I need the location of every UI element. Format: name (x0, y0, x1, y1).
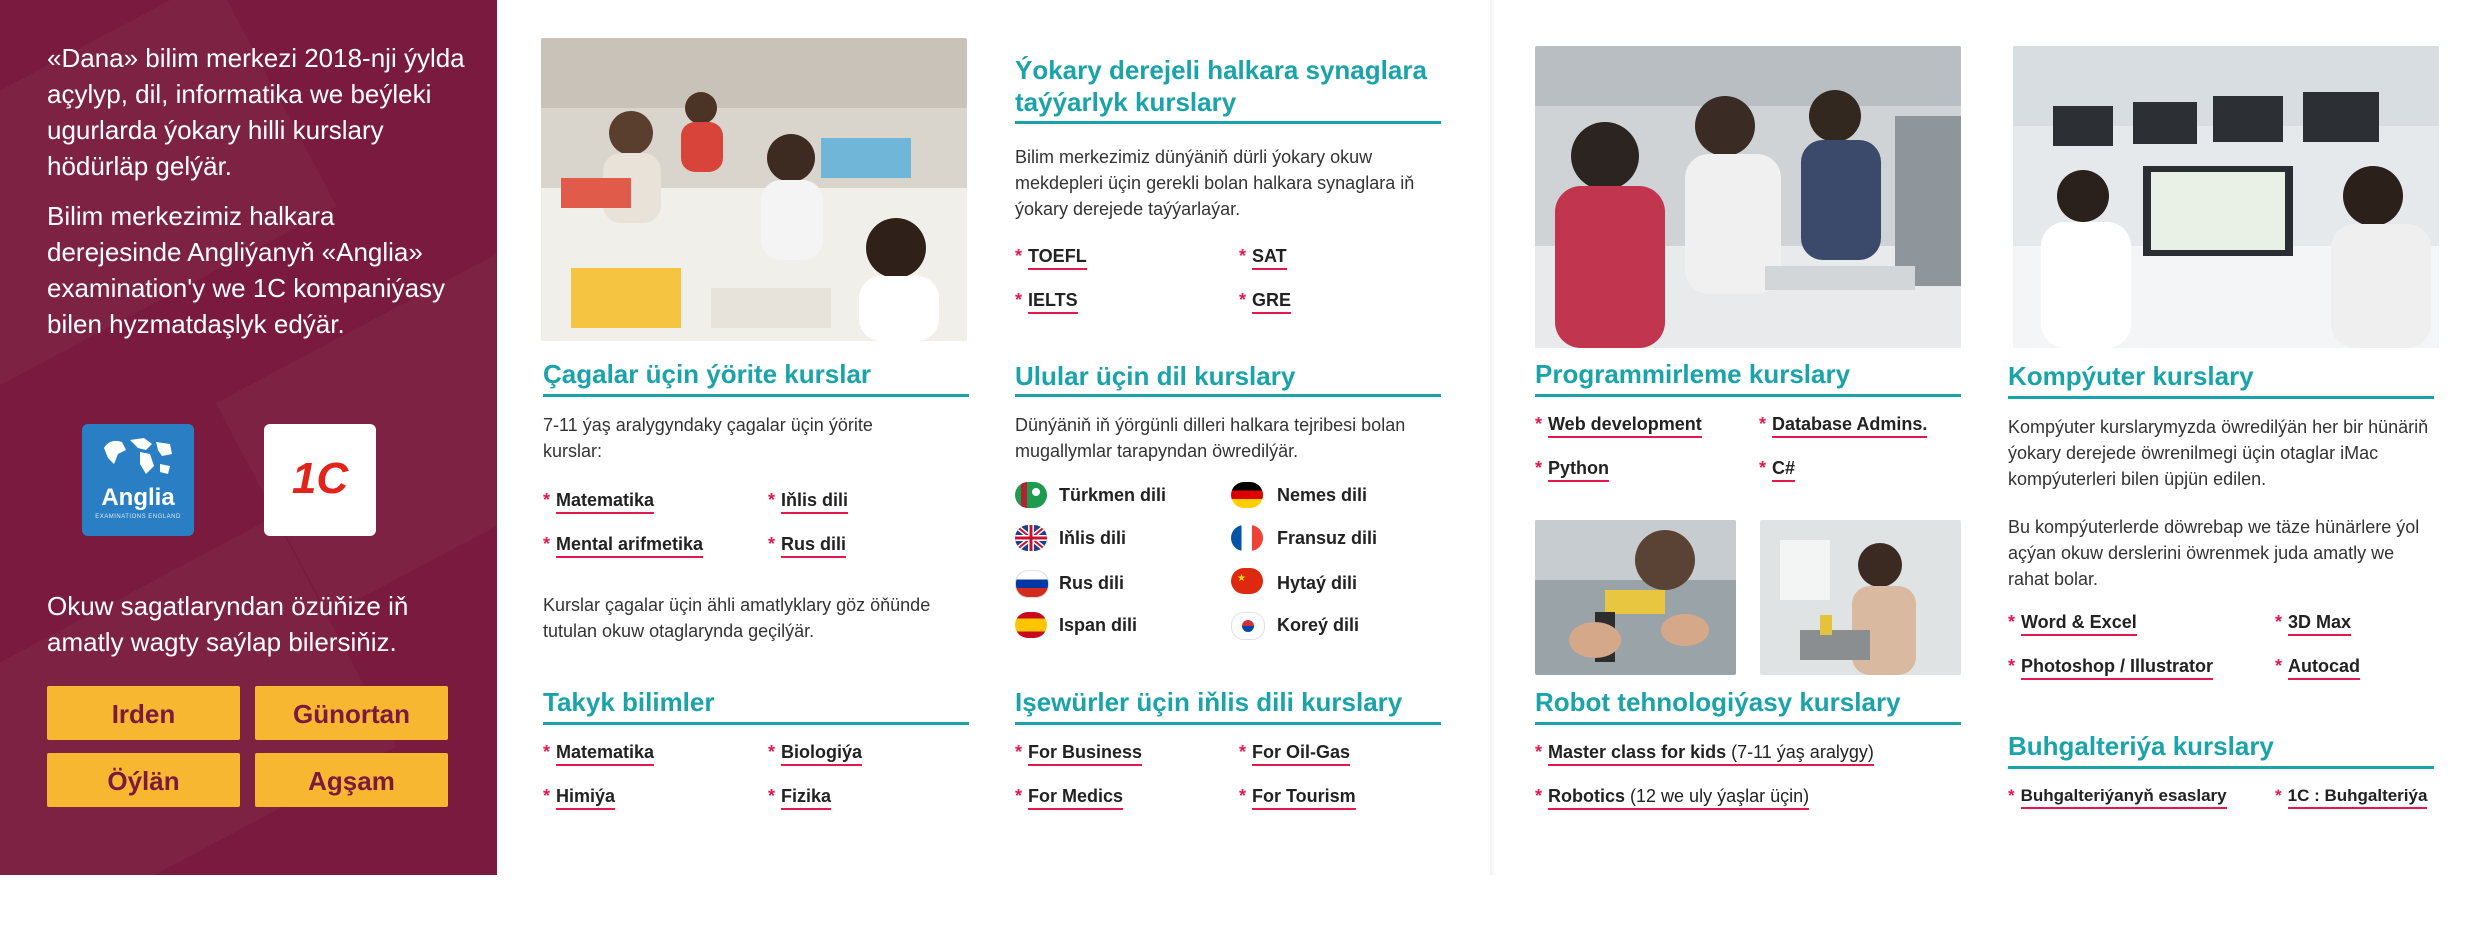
accounting-title: Buhgalteriýa kurslary (2008, 731, 2274, 761)
computer-desc-2: Bu kompýuterlerde döwrebap we täze hünärlere ýol açýan okuw derslerini öwrenmek juda amatly we rahat bolar. (2008, 517, 2420, 589)
anglia-logo-text: Anglia (101, 484, 175, 511)
language-german[interactable]: Nemes dili (1277, 485, 1368, 505)
business-oilgas-link[interactable]: * For Oil-Gas (1239, 742, 1350, 763)
comp-3dmax-link[interactable]: * 3D Max (2275, 612, 2351, 633)
onec-logo (264, 424, 376, 536)
computer-lab-photo (2013, 46, 2439, 348)
science-chemistry-link[interactable]: * Himiýa (543, 786, 615, 807)
business-medics-link[interactable]: * For Medics (1015, 786, 1123, 807)
hour-evening-button[interactable]: Agşam (255, 753, 448, 807)
robotics-workshop-photo (1760, 520, 1961, 675)
spanish-flag-icon (1015, 612, 1047, 638)
computer-desc-1: Kompýuter kurslarymyzda öwredilýän her bir hünäriň ýokary derejede öwrenilmegi üçin otaglar iMac kompýuterleri bilen üpjün edilen. (2008, 417, 2429, 489)
exam-prep-desc: Bilim merkezimiz dünýäniň dürli ýokary okuw mekdepleri üçin gerekli bolan halkara synaglara iň ýokary derejede taýýarlaýar. (1015, 147, 1415, 219)
adult-language-title: Ulular üçin dil kurslary (1015, 361, 1296, 391)
programming-title: Programmirleme kurslary (1535, 359, 1851, 389)
computer-title-rule (2008, 396, 2434, 399)
acc-1c-link[interactable]: * 1C : Buhgalteriýa (2275, 786, 2427, 806)
adult-language-desc: Dünýäniň iň ýörgünli dilleri halkara tejribesi bolan mugallymlar tarapyndan öwredilýär. (1015, 415, 1406, 461)
comp-photoshop-link[interactable]: * Photoshop / Illustrator (2008, 656, 2213, 677)
business-title-rule (1015, 722, 1441, 725)
science-biology-link[interactable]: * Biologiýa (768, 742, 862, 763)
children-courses-desc: 7-11 ýaş aralygyndaky çagalar üçin ýörite kurslar: (543, 415, 873, 461)
anglia-logo (82, 424, 194, 536)
course-russian-link[interactable]: * Rus dili (768, 534, 846, 555)
programming-students-photo (1535, 46, 1961, 348)
exact-sciences-title: Takyk bilimler (543, 687, 715, 717)
language-russian[interactable]: Rus dili (1059, 573, 1125, 593)
page-fold (1490, 0, 1496, 875)
children-courses-title: Çagalar üçin ýörite kurslar (543, 359, 872, 389)
robotics-title: Robot tehnologiýasy kurslary (1535, 687, 1901, 717)
onec-logo-text: 1C (291, 454, 349, 503)
children-courses-note: Kurslar çagalar üçin ähli amatlyklary göz öňünde tutulan okuw otaglarynda geçilýär. (543, 595, 931, 641)
course-english-link[interactable]: * Iňlis dili (768, 490, 848, 511)
language-spanish[interactable]: Ispan dili (1059, 615, 1138, 635)
language-turkmen[interactable]: Türkmen dili (1059, 485, 1167, 505)
robot-robotics-link[interactable]: * Robotics (12 we uly ýaşlar üçin) (1535, 786, 1809, 807)
german-flag-icon (1231, 482, 1263, 508)
business-general-link[interactable]: * For Business (1015, 742, 1142, 763)
children-classroom-photo (541, 38, 967, 341)
computer-courses-title: Kompýuter kurslary (2008, 361, 2254, 391)
business-english-title: Işewürler üçin iňlis dili kurslary (1015, 687, 1403, 717)
intro-text: «Dana» bilim merkezi 2018-nji ýylda açylyp, dil, informatika we beýleki ugurlarda ýokary hilli kurslary hödürläp gelýär. (47, 43, 465, 181)
comp-autocad-link[interactable]: * Autocad (2275, 656, 2360, 677)
prog-database-link[interactable]: * Database Admins. (1759, 414, 1927, 435)
korean-flag-icon (1231, 612, 1265, 640)
russian-flag-icon (1015, 570, 1049, 598)
course-mental-arithmetic-link[interactable]: * Mental arifmetika (543, 534, 703, 555)
children-title-rule (543, 394, 969, 397)
prog-web-link[interactable]: * Web development (1535, 414, 1702, 435)
uk-flag-icon (1015, 525, 1047, 551)
exact-title-rule (543, 722, 969, 725)
language-french[interactable]: Fransuz dili (1277, 528, 1378, 548)
adult-language-rule (1015, 394, 1441, 397)
hours-text: Okuw sagatlaryndan özüňize iň amatly wagty saýlap bilersiňiz. (47, 591, 409, 657)
language-english[interactable]: Iňlis dili (1059, 528, 1127, 548)
world-map-icon (100, 434, 176, 478)
hour-noon-button[interactable]: Günortan (255, 686, 448, 740)
exam-sat-link[interactable]: * SAT (1239, 246, 1287, 267)
course-math-link[interactable]: * Matematika (543, 490, 654, 511)
language-chinese[interactable]: Hytaý dili (1277, 573, 1358, 593)
exam-ielts-link[interactable]: * IELTS (1015, 290, 1078, 311)
exam-title-rule (1015, 121, 1441, 124)
turkmen-flag-icon (1015, 482, 1047, 508)
science-math-link[interactable]: * Matematika (543, 742, 654, 763)
prog-csharp-link[interactable]: * C# (1759, 458, 1795, 479)
left-panel (0, 0, 497, 875)
anglia-logo-subtext: EXAMINATIONS ENGLAND (95, 514, 181, 520)
language-korean[interactable]: Koreý dili (1277, 615, 1360, 635)
exam-toefl-link[interactable]: * TOEFL (1015, 246, 1087, 267)
chinese-flag-icon: ★ (1231, 568, 1263, 594)
business-tourism-link[interactable]: * For Tourism (1239, 786, 1356, 807)
programming-title-rule (1535, 394, 1961, 397)
science-physics-link[interactable]: * Fizika (768, 786, 831, 807)
french-flag-icon (1231, 525, 1263, 551)
exam-gre-link[interactable]: * GRE (1239, 290, 1291, 311)
prog-python-link[interactable]: * Python (1535, 458, 1609, 479)
exam-prep-title: Ýokary derejeli halkara synaglara taýýarlyk kurslary (1015, 55, 1427, 117)
hour-afternoon-button[interactable]: Öýlän (47, 753, 240, 807)
comp-word-excel-link[interactable]: * Word & Excel (2008, 612, 2137, 633)
acc-basics-link[interactable]: * Buhgalteriýanyň esaslary (2008, 786, 2227, 806)
accounting-title-rule (2008, 766, 2434, 769)
robotics-title-rule (1535, 722, 1961, 725)
hour-morning-button[interactable]: Irden (47, 686, 240, 740)
robot-masterclass-link[interactable]: * Master class for kids (7-11 ýaş aralygy) (1535, 742, 1874, 763)
partner-text: Bilim merkezimiz halkara derejesinde Angliýanyň «Anglia» examination'y we 1C kompaniýasy bilen hyzmatdaşlyk edýär. (47, 201, 446, 339)
robotics-hands-photo (1535, 520, 1736, 675)
